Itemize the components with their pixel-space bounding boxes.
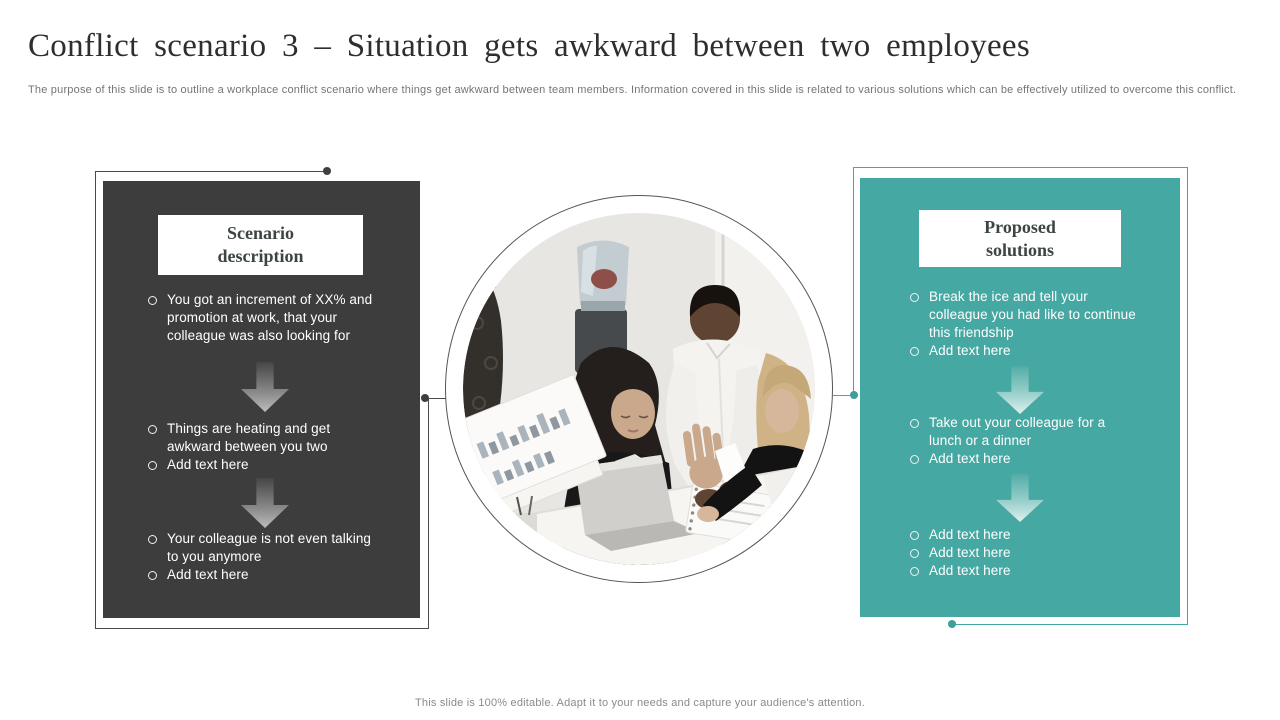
- solutions-header-box: [919, 210, 1121, 267]
- down-arrow-icon: [241, 362, 289, 412]
- list-item: [910, 526, 1160, 544]
- bullet-text: Add text here: [929, 563, 1011, 578]
- left-frame-left-line: [95, 171, 96, 629]
- connector-dot: [323, 167, 331, 175]
- list-item: [148, 456, 398, 474]
- left-frame-bottom-line: [95, 628, 429, 629]
- right-connector-line: [833, 395, 851, 396]
- bullet-circle-icon: [910, 347, 919, 356]
- bullet-text: Add text here: [929, 343, 1011, 358]
- list-item: [910, 450, 1160, 468]
- right-frame-right-line: [1187, 167, 1188, 625]
- slide-subtitle: The purpose of this slide is to outline a workplace conflict scenario where things get awkward between team members. Information covered in this slide is related to various solutions which can be effectively utilized to overcome this conflict.: [28, 84, 1237, 96]
- bullet-circle-icon: [148, 535, 157, 544]
- left-frame-right-line: [428, 398, 429, 629]
- bullet-text: Add text here: [929, 451, 1011, 466]
- left-frame-top-line: [95, 171, 328, 172]
- list-item: [910, 544, 1160, 562]
- list-item: [910, 342, 1160, 360]
- bullet-text: Take out your colleague for a lunch or a dinner: [929, 415, 1106, 448]
- solutions-group-1: [910, 288, 1160, 360]
- list-item: [148, 420, 398, 456]
- connector-dot: [948, 620, 956, 628]
- office-meeting-photo-illustration: [463, 213, 815, 565]
- bullet-text: Add text here: [929, 545, 1011, 560]
- bullet-circle-icon: [148, 571, 157, 580]
- scenario-group-1: [148, 291, 398, 345]
- bullet-text: Add text here: [167, 567, 249, 582]
- solutions-group-2: [910, 414, 1160, 468]
- office-meeting-photo: [463, 213, 815, 565]
- down-arrow-icon: [996, 474, 1044, 522]
- slide-title: Conflict scenario 3 – Situation gets awkward between two employees: [28, 28, 1030, 64]
- right-frame-bottom-line: [952, 624, 1188, 625]
- bullet-circle-icon: [148, 425, 157, 434]
- bullet-text: Things are heating and get awkward between you two: [167, 421, 331, 454]
- right-frame-top-line: [853, 167, 1188, 168]
- bullet-text: You got an increment of XX% and promotion at work, that your colleague was also looking for: [167, 292, 373, 343]
- bullet-text: Add text here: [929, 527, 1011, 542]
- down-arrow-icon: [996, 366, 1044, 414]
- bullet-text: Add text here: [167, 457, 249, 472]
- bullet-text: Your colleague is not even talking to you anymore: [167, 531, 372, 564]
- list-item: [910, 414, 1160, 450]
- slide-footer-note: This slide is 100% editable. Adapt it to your needs and capture your audience's attention.: [415, 697, 865, 709]
- scenario-header-label: Scenario description: [217, 223, 304, 266]
- bullet-circle-icon: [910, 455, 919, 464]
- list-item: [910, 288, 1160, 342]
- bullet-circle-icon: [148, 461, 157, 470]
- solutions-group-3: [910, 526, 1160, 580]
- bullet-circle-icon: [910, 567, 919, 576]
- bullet-text: Break the ice and tell your colleague you had like to continue this friendship: [929, 289, 1136, 340]
- solutions-header-label: Proposed solutions: [984, 216, 1056, 260]
- connector-dot: [850, 391, 858, 399]
- bullet-circle-icon: [910, 531, 919, 540]
- bullet-circle-icon: [148, 296, 157, 305]
- bullet-circle-icon: [910, 419, 919, 428]
- list-item: [148, 530, 398, 566]
- bullet-circle-icon: [910, 293, 919, 302]
- bullet-circle-icon: [910, 549, 919, 558]
- list-item: [148, 291, 398, 345]
- list-item: [910, 562, 1160, 580]
- solutions-panel: [860, 178, 1180, 617]
- scenario-group-3: [148, 530, 398, 584]
- scenario-group-2: [148, 420, 398, 474]
- right-frame-left-line: [853, 167, 854, 396]
- list-item: [148, 566, 398, 584]
- scenario-header-box: [158, 215, 363, 275]
- scenario-panel: [103, 181, 420, 618]
- down-arrow-icon: [241, 478, 289, 528]
- left-connector-line: [428, 398, 447, 399]
